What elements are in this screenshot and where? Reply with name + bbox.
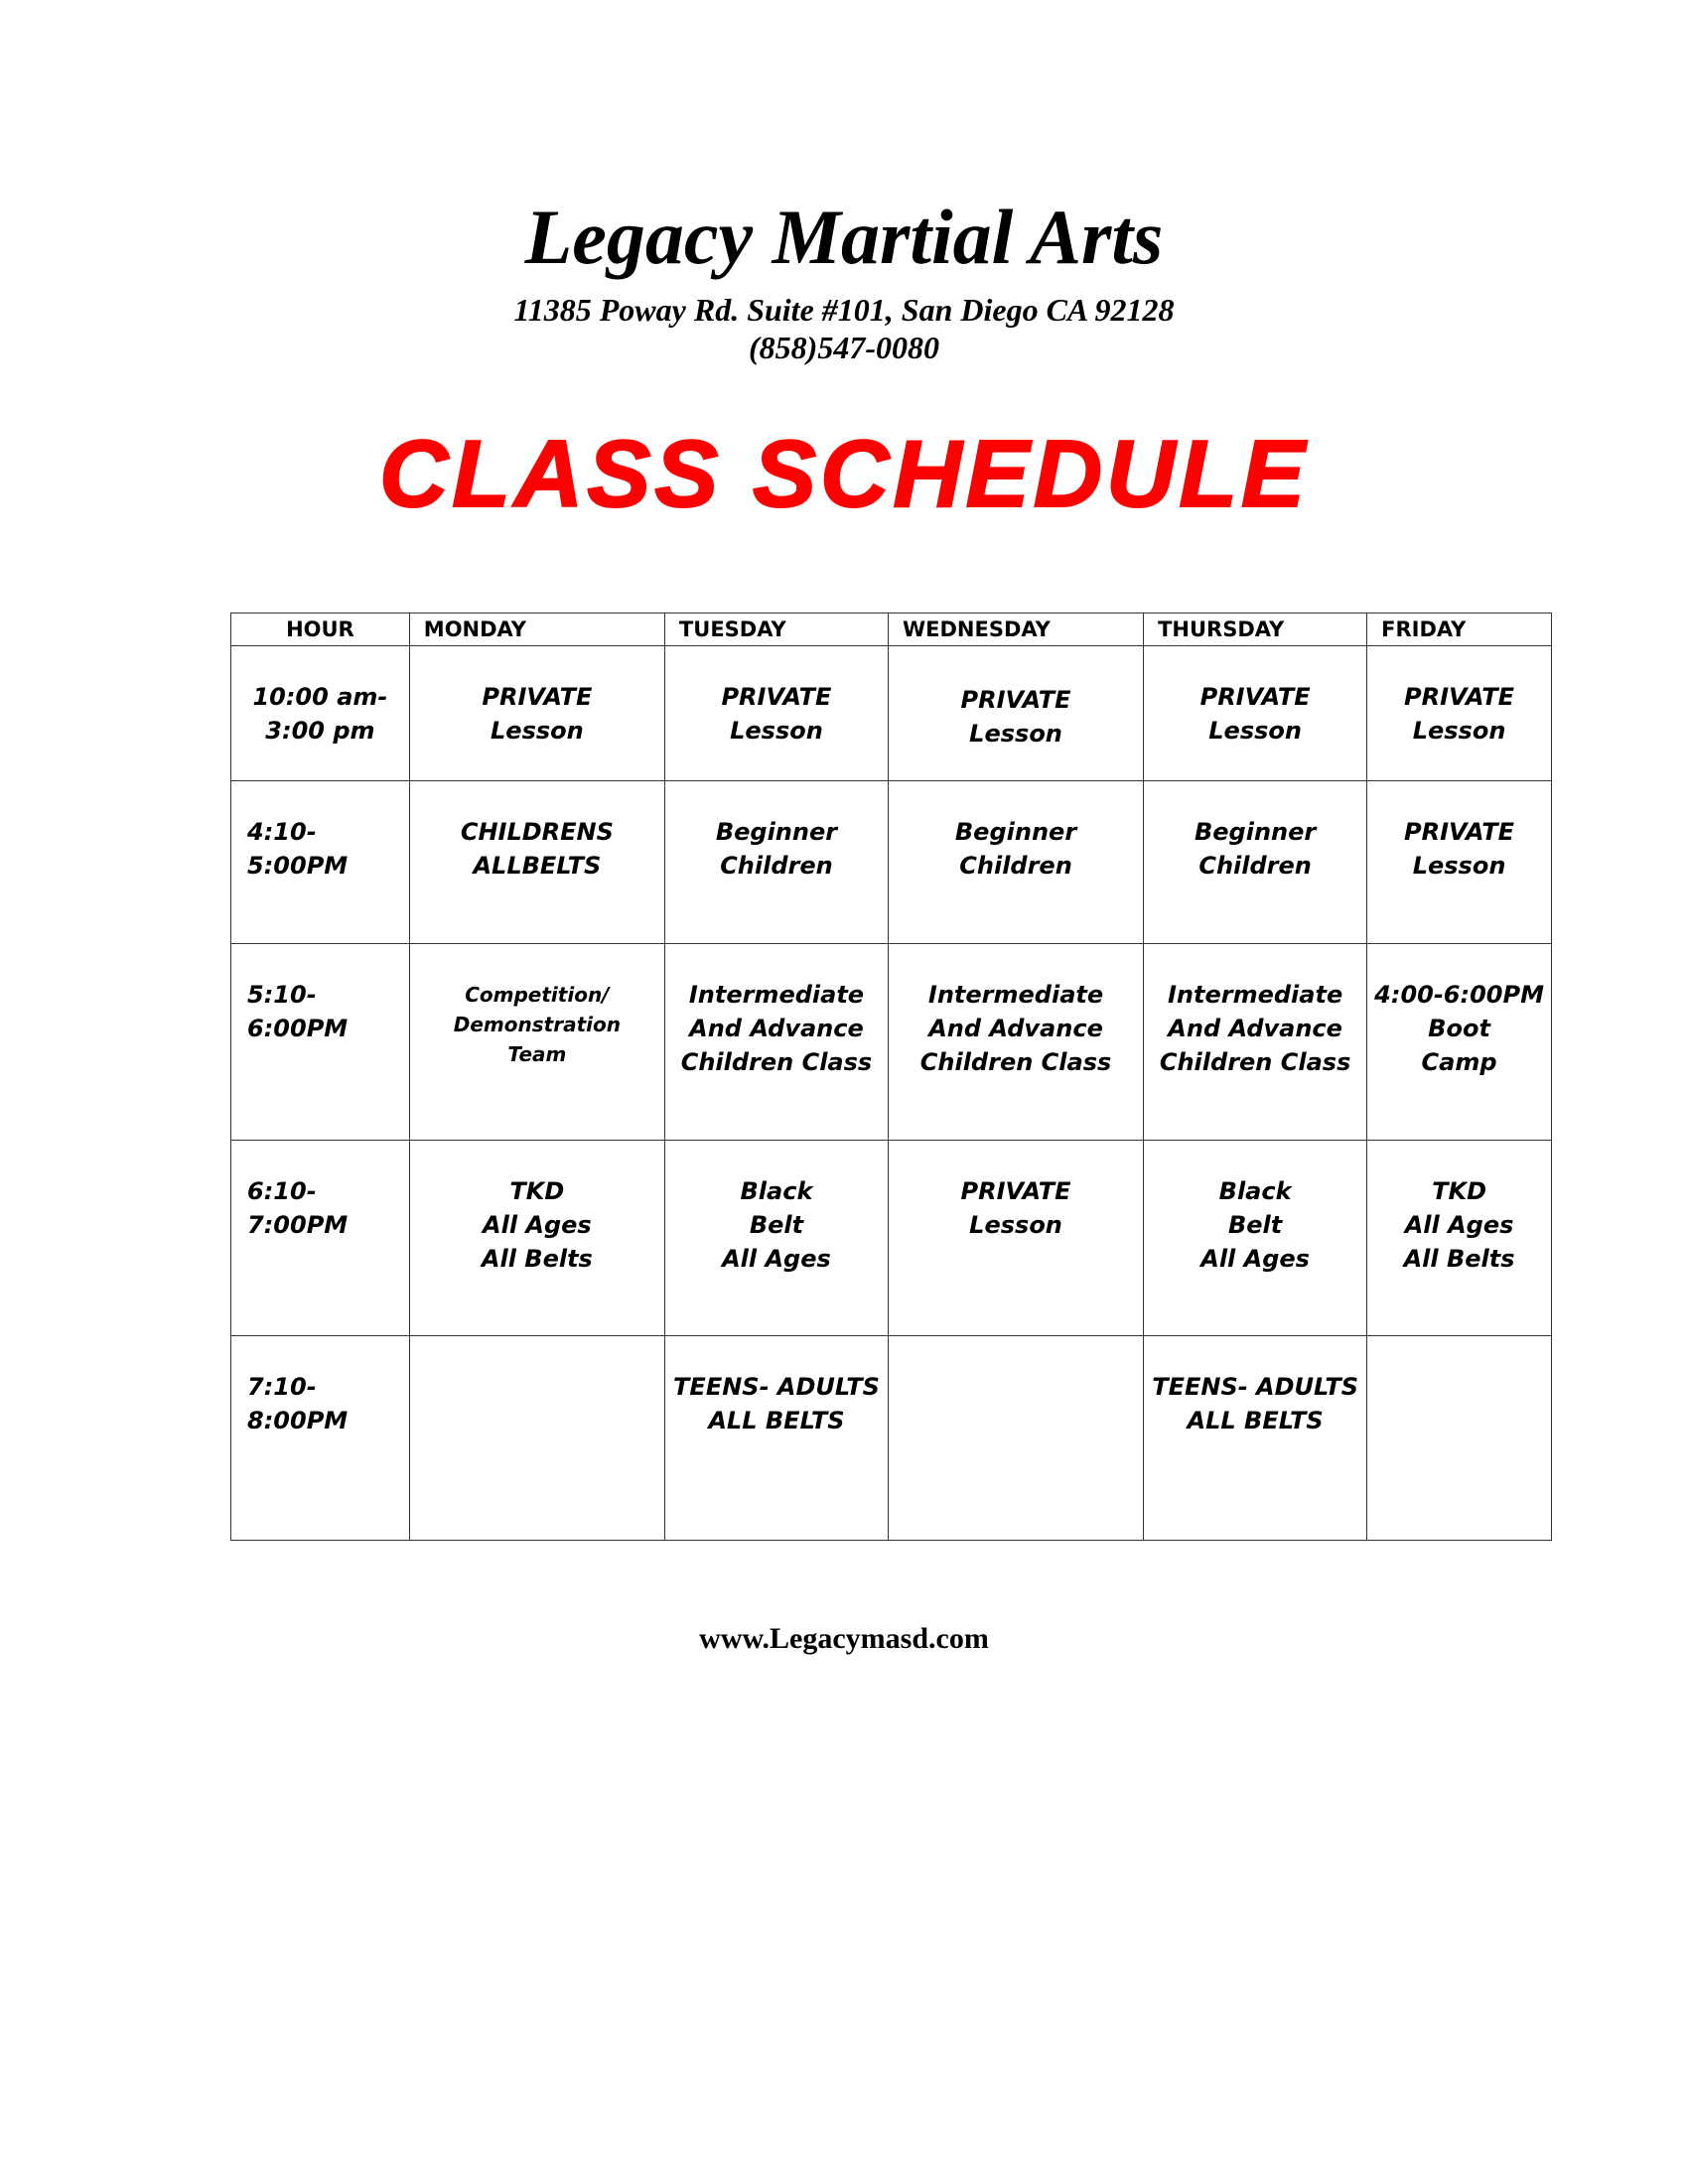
hour-cell [231,1336,410,1541]
class-line: PRIVATE [1404,818,1515,846]
class-line: ALL BELTS [1187,1407,1324,1434]
class-line: PRIVATE [960,1177,1071,1205]
class-line: Beginner [715,818,838,846]
class-line: Black [1218,1177,1292,1205]
page-title: CLASS SCHEDULE [378,421,1310,527]
class-line: PRIVATE [1199,683,1311,711]
class-line: Camp [1421,1048,1497,1076]
class-line: Lesson [969,1211,1062,1239]
class-cell-wednesday [888,646,1143,781]
class-cell-wednesday [888,944,1143,1141]
class-line: Belt [749,1211,804,1239]
class-line: TEENS- ADULTS [1152,1373,1359,1401]
class-cell-thursday [1144,944,1367,1141]
class-line: Beginner [954,818,1077,846]
column-header-hour: HOUR [231,614,410,646]
class-cell-tuesday [664,1336,888,1541]
org-name: Legacy Martial Arts [524,194,1164,280]
class-line: Lesson [969,720,1062,748]
schedule-row [231,944,1552,1141]
class-line: Children Class [919,1048,1112,1076]
class-cell-friday [1367,646,1552,781]
schedule-header-row [231,614,1552,646]
phone-number: (858)547-0080 [749,330,939,365]
class-line: Demonstration [453,1013,621,1036]
class-line: ALL BELTS [708,1407,845,1434]
class-line: All Ages [1404,1211,1514,1239]
class-line: PRIVATE [482,683,593,711]
class-line: Competition/ [465,983,610,1007]
class-cell-monday [409,1141,664,1336]
class-cell-monday [409,944,664,1141]
schedule-row [231,781,1552,944]
class-line: Lesson [491,717,584,745]
class-cell-friday [1367,781,1552,944]
class-line: And Advance [1168,1015,1342,1042]
hour-cell [231,944,410,1141]
class-line: And Advance [928,1015,1103,1042]
class-line: All Ages [1200,1245,1310,1273]
column-header-friday: FRIDAY [1367,614,1552,646]
hour-line: 5:10-6:00PM [247,981,349,1042]
class-line: CHILDRENS [460,818,614,846]
class-cell-monday [409,646,664,781]
class-cell-thursday [1144,1336,1367,1541]
class-cell-wednesday [888,781,1143,944]
class-cell-monday [409,781,664,944]
class-cell-wednesday [888,1336,1143,1541]
class-line: Children [720,852,833,880]
class-line: Lesson [1208,717,1302,745]
hour-line: 7:10-8:00PM [247,1373,349,1434]
class-line: Lesson [1412,717,1506,745]
class-line: TKD [509,1177,565,1205]
class-line: TKD [1432,1177,1486,1205]
column-header-thursday: THURSDAY [1144,614,1367,646]
class-line: PRIVATE [960,686,1071,714]
class-line: Black [740,1177,813,1205]
hour-cell [231,1141,410,1336]
class-line: Children Class [1159,1048,1351,1076]
class-line: Lesson [730,717,823,745]
hour-cell [231,781,410,944]
class-cell-thursday [1144,781,1367,944]
class-cell-friday [1367,1141,1552,1336]
class-line: TEENS- ADULTS [673,1373,880,1401]
class-line: All Ages [483,1211,592,1239]
schedule-table [230,613,1552,1541]
hour-line: 4:10-5:00PM [247,818,349,880]
class-cell-friday [1367,1336,1552,1541]
class-line: Children [1198,852,1312,880]
column-header-wednesday: WEDNESDAY [888,614,1143,646]
class-line: Boot [1428,1015,1490,1042]
class-line: All Belts [1403,1245,1515,1273]
class-line: Children [959,852,1072,880]
class-cell-tuesday [664,944,888,1141]
hour-line: 6:10-7:00PM [247,1177,349,1239]
class-cell-tuesday [664,646,888,781]
class-line: Team [507,1042,567,1066]
class-line: Lesson [1412,852,1506,880]
hour-line: 10:00 am- [252,683,388,711]
class-line: ALLBELTS [473,852,602,880]
class-cell-tuesday [664,1141,888,1336]
schedule-row [231,1336,1552,1541]
class-cell-tuesday [664,781,888,944]
address: 11385 Poway Rd. Suite #101, San Diego CA 92128 [513,292,1175,328]
website-url: www.Legacymasd.com [699,1622,989,1655]
class-cell-thursday [1144,646,1367,781]
class-line: And Advance [689,1015,864,1042]
class-cell-monday [409,1336,664,1541]
class-line: PRIVATE [721,683,832,711]
column-header-monday: MONDAY [409,614,664,646]
column-header-tuesday: TUESDAY [664,614,888,646]
schedule-row [231,646,1552,781]
class-cell-wednesday [888,1141,1143,1336]
class-cell-thursday [1144,1141,1367,1336]
class-line: Intermediate [688,981,865,1009]
class-line: Intermediate [927,981,1104,1009]
hour-line: 3:00 pm [265,717,375,745]
class-line: Children Class [680,1048,873,1076]
class-line: PRIVATE [1404,683,1515,711]
class-line: Belt [1227,1211,1283,1239]
class-line: Beginner [1194,818,1317,846]
class-line: All Ages [722,1245,831,1273]
class-line: Intermediate [1167,981,1343,1009]
class-cell-friday [1367,944,1552,1141]
schedule-row [231,1141,1552,1336]
class-line: 4:00-6:00PM [1374,981,1544,1009]
hour-cell [231,646,410,781]
class-line: All Belts [481,1245,593,1273]
